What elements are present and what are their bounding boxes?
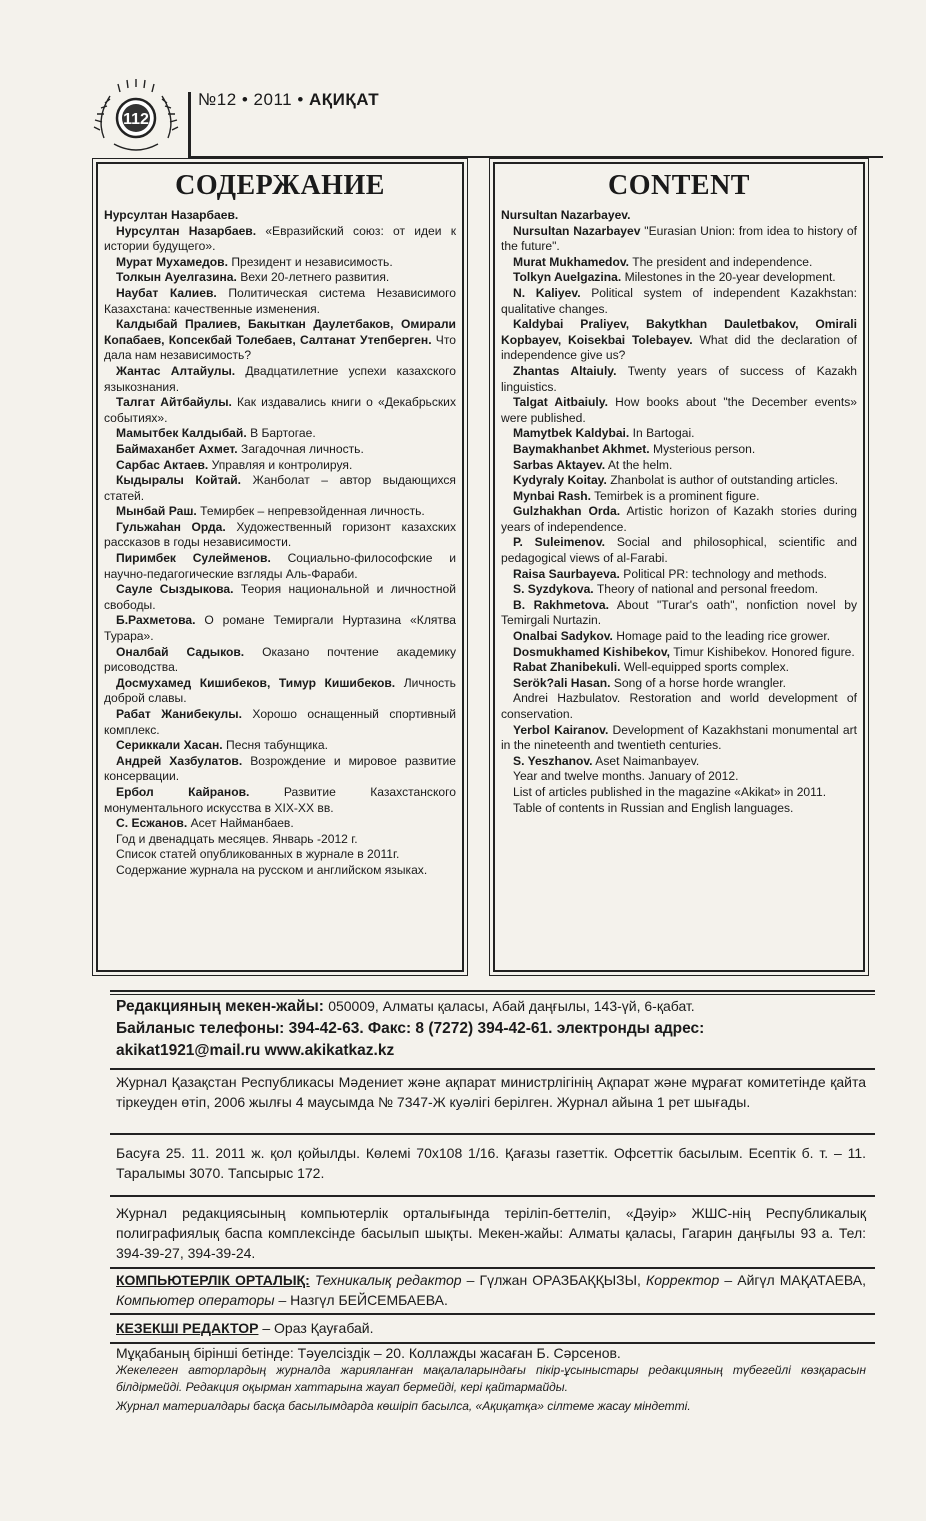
toc-entry-author: Нурсултан Назарбаев. (104, 208, 239, 222)
toc-entry (104, 473, 456, 504)
toc-entry (104, 582, 456, 613)
toc-entry (501, 442, 857, 458)
toc-entry-title: Aset Naimanbayev. (595, 753, 700, 768)
toc-entry-title: Хорошо оснащенный спортивный комплекс. (104, 707, 456, 737)
toc-entry-author: Баймаханбет Ахмет. (116, 441, 238, 456)
toc-entry (501, 395, 857, 426)
toc-entry (104, 676, 456, 707)
toc-entry-author: Талгат Айтбайулы. (116, 395, 232, 410)
toc-entry (501, 286, 857, 317)
toc-entry-title: Политическая система Независимого Казахстана: качественные изменения. (104, 285, 456, 316)
toc-entry-author: Nursultan Nazarbayev. (501, 208, 631, 222)
toc-entry (104, 208, 456, 224)
name-tech-editor: Гүлжан ОРАЗБАҚҚЫЗЫ, (479, 1272, 641, 1288)
registration-text: Журнал Қазақстан Республикасы Мәдениет және ақпарат министрлігінің Ақпарат және мұрағат комитетінде қайта тіркеуден өтіп, 2006 жылғы 4 маусымда № 7347-Ж куәлігі берілген. Журнал айына 1 рет шығады. (116, 1074, 866, 1110)
toc-entry-author: P. Suleimenov. (513, 535, 606, 550)
toc-entry-title: Год и двенадцать месяцев. Январь -2012 г. (116, 831, 358, 846)
toc-entry-title: Andrei Hazbulatov. Restoration and world development of conservation. (501, 691, 857, 721)
toc-entry-author: N. Kaliyev. (513, 285, 581, 300)
duty-editor-name: – Ораз Қауғабай. (262, 1320, 374, 1336)
toc-entry-title: Homage paid to the leading rice grower. (616, 629, 831, 644)
toc-entry-author: Толкын Ауелгазина. (116, 270, 237, 285)
toc-entry-title: Двадцатилетние успехи казахского языкознания. (104, 363, 456, 394)
toc-entry-title: Вехи 20-летнего развития. (240, 270, 390, 285)
issue-line (198, 90, 379, 110)
computer-center-label: КОМПЬЮТЕРЛІК ОРТАЛЫҚ: (116, 1272, 310, 1288)
journal-name: АҚИҚАТ (309, 90, 380, 109)
toc-entry (501, 567, 857, 583)
toc-entry-author: Мынбай Раш. (116, 504, 197, 519)
toc-entry (104, 442, 456, 458)
toc-entry-title: Twenty years of success of Kazakh linguistics. (501, 363, 857, 394)
toc-entry (501, 691, 857, 722)
toc-entry (104, 364, 456, 395)
toc-entry (104, 426, 456, 442)
toc-entry-title: Zhanbolat is author of outstanding articles. (610, 473, 839, 488)
toc-entry (501, 754, 857, 770)
phone-line: Байланыс телефоны: 394-42-63. Факс: 8 (7272) 394-42-61. электронды адрес: (116, 1020, 705, 1037)
toc-entry (501, 208, 857, 224)
toc-entry-author: Rabat Zhanibekuli. (513, 660, 621, 675)
toc-entry-author: Mamytbek Kaldybai. (513, 426, 630, 441)
toc-entry-title: Теория национальной и личностной свободы. (104, 582, 456, 612)
toc-entry-title: Социально-философские и научно-педагогические взгляды Аль-Фараби. (104, 551, 456, 581)
toc-entry-title: Президент и независимость. (231, 254, 393, 269)
computer-center (116, 1270, 866, 1310)
toc-entry (501, 489, 857, 505)
toc-entry-title: Асет Найманбаев. (190, 816, 294, 831)
toc-entry (501, 224, 857, 255)
toc-entry-title: Развитие Казахстанского монументального искусства в XIX-XX вв. (104, 784, 456, 815)
duty-editor-label: КЕЗЕКШІ РЕДАКТОР (116, 1320, 259, 1336)
divider (110, 1313, 875, 1315)
toc-entry-title: Song of a horse horde wrangler. (613, 675, 786, 690)
toc-entry (104, 707, 456, 738)
toc-entry (104, 286, 456, 317)
page-header (90, 78, 880, 158)
toc-entry-author: Б.Рахметова. (116, 613, 196, 628)
toc-entry-title: Temirbek is a prominent figure. (594, 488, 760, 503)
toc-entry-author: Пиримбек Сулейменов. (116, 551, 271, 566)
toc-entry (501, 270, 857, 286)
toc-entry-author: Murat Mukhamedov. (513, 254, 630, 269)
toc-entry-title: Milestones in the 20-year development. (624, 270, 836, 285)
toc-entry (104, 645, 456, 676)
toc-entry-title: Well-equipped sports complex. (623, 660, 790, 675)
toc-en-list (501, 208, 857, 816)
toc-entry (104, 458, 456, 474)
name-operator: Назгүл БЕЙСЕМБАЕВА. (290, 1292, 448, 1308)
toc-entry-title: Political PR: technology and methods. (623, 566, 827, 581)
toc-entry-title: Возрождение и мировое развитие консервации. (104, 753, 456, 784)
toc-ru-title: СОДЕРЖАНИЕ (175, 170, 385, 201)
toc-entry (104, 270, 456, 286)
toc-entry-author: С. Есжанов. (116, 816, 188, 831)
toc-english (493, 162, 865, 972)
toc-entry (501, 801, 857, 817)
toc-entry-title: "Eurasian Union: from idea to history of the future". (501, 223, 857, 254)
laurel-wreath-page-number-icon (90, 78, 182, 158)
toc-entry-author: Нурсултан Назарбаев. (116, 223, 257, 238)
toc-entry (104, 832, 456, 848)
name-corrector: Айгүл МАҚАТАЕВА, (737, 1272, 867, 1288)
toc-entry-title: В Бартогае. (250, 426, 316, 441)
toc-entry-title: At the helm. (607, 457, 673, 472)
print-info: Басуға 25. 11. 2011 ж. қол қойылды. Көлемі 70х108 1/16. Қағазы газеттік. Офсеттік басылым. Есептік б. т. – 11. Таралымы 3070. Тапсырыс 172. (116, 1145, 866, 1181)
toc-entry (104, 785, 456, 816)
toc-entry-author: Talgat Aitbaiuly. (513, 395, 608, 410)
toc-entry-author: S. Syzdykova. (513, 582, 594, 597)
toc-entry-author: Zhantas Altaiuly. (513, 363, 617, 378)
toc-entry-author: Сериккали Хасан. (116, 738, 223, 753)
disclaimer-reprint: Журнал материалдары басқа басылымдарда көшіріп басылса, «Ақиқатқа» сілтеме жасау міндетті. (116, 1399, 691, 1413)
toc-entry-author: Гульжаhан Орда. (116, 519, 226, 534)
header-vertical-rule (188, 92, 191, 158)
toc-entry-author: Рабат Жанибекулы. (116, 707, 242, 721)
toc-entry (104, 504, 456, 520)
toc-entry-author: Sarbas Aktayev. (513, 457, 606, 472)
toc-entry-title: Как издавались книги о «Декабрьских событиях». (104, 395, 456, 425)
address-label: Редакцияның мекен-жайы: (116, 998, 324, 1015)
cover-note: Мұқабаның бірінші бетінде: Тәуелсіздік – 20. Коллажды жасаған Б. Сәрсенов. (116, 1345, 621, 1361)
toc-entry-title: «Евразийский союз: от идеи к истории будущего». (104, 223, 456, 254)
toc-entry-author: S. Yeszhanov. (513, 753, 593, 768)
toc-entry-title: Political system of independent Kazakhstan: qualitative changes. (501, 285, 857, 316)
toc-entry-author: Мамытбек Калдыбай. (116, 426, 247, 441)
toc-entry-title: Mysterious person. (653, 441, 756, 456)
toc-entry-author: Nursultan Nazarbayev (513, 223, 641, 238)
toc-entry-title: Artistic horizon of Kazakh stories during years of independence. (501, 504, 857, 534)
disclaimer-opinions: Жекелеген авторлардың журналда жарияланған мақалаларындағы пікір-ұсыныстары редакцияның түбегейлі көзқарасын білдірмейді. Редакция оқырман хаттарына жауап бермейді, кері қайтармайды. (116, 1363, 866, 1394)
toc-entry-title: Содержание журнала на русском и английском языках. (116, 862, 428, 877)
toc-entry (501, 504, 857, 535)
toc-entry (104, 255, 456, 271)
toc-en-title: CONTENT (608, 170, 750, 201)
toc-entry (501, 364, 857, 395)
toc-entry-title: Список статей опубликованных в журнале в 2011г. (116, 847, 400, 862)
toc-entry-author: Калдыбай Пралиев, Бакыткан Даулетбаков, Омирали Копабаев, Копсекбай Толебаев, Салтанат Утепберген. (104, 317, 456, 347)
duty-editor (116, 1318, 866, 1338)
toc-entry (501, 426, 857, 442)
toc-entry (104, 520, 456, 551)
divider (110, 1068, 875, 1070)
divider (110, 990, 875, 992)
toc-entry (104, 224, 456, 255)
toc-entry-title: Песня табунщика. (226, 738, 328, 753)
toc-entry-author: Yerbol Kairanov. (513, 722, 609, 737)
toc-entry-author: Оналбай Садыков. (116, 644, 245, 659)
toc-entry (104, 754, 456, 785)
toc-entry-title: Social and philosophical, scientific and pedagogical views of al-Farabi. (501, 535, 857, 566)
toc-entry-title: Управляя и контролируя. (211, 457, 353, 472)
printing-house: Журнал редакциясының компьютерлік орталығында теріліп-беттеліп, «Дәуір» ЖШС-нің Республикалық полиграфиялық баспа комплексінде басылып шықты. Мекен-жайы: Алматы қаласы, Гагарин даңғылы 93 а. Тел: 394-39-27, 394-39-24. (116, 1205, 866, 1261)
toc-entry-title: Timur Kishibekov. Honored figure. (673, 644, 855, 659)
toc-entry (104, 816, 456, 832)
toc-entry (501, 645, 857, 661)
address-text: 050009, Алматы қаласы, Абай даңғылы, 143-үй, 6-қабат. (328, 998, 695, 1014)
toc-entry-author: Мурат Мухамедов. (116, 254, 228, 269)
toc-entry (501, 317, 857, 364)
toc-entry-author: Кыдыралы Койтай. (116, 473, 242, 488)
toc-entry (501, 629, 857, 645)
toc-entry-title: О романе Темиргали Нуртазина «Клятва Турара». (104, 613, 456, 644)
toc-entry (104, 317, 456, 364)
toc-entry-author: Serök?ali Hasan. (513, 675, 611, 690)
editorial-address (116, 995, 866, 1062)
toc-entry-title: Оказано почтение академику рисоводства. (104, 644, 456, 675)
toc-russian (96, 162, 464, 972)
toc-entry-author: Dosmukhamed Kishibekov, (513, 644, 671, 659)
toc-entry (501, 582, 857, 598)
divider (110, 1195, 875, 1197)
toc-entry (104, 847, 456, 863)
toc-entry (501, 255, 857, 271)
toc-entry-author: Kydyraly Koitay. (513, 473, 607, 488)
toc-entry-title: What did the declaration of independence give us? (501, 332, 857, 363)
header-horizontal-rule (188, 156, 883, 158)
toc-entry-title: Table of contents in Russian and English languages. (513, 800, 794, 815)
issue-number-year: №12 • 2011 • (198, 90, 304, 109)
divider (110, 1267, 875, 1269)
toc-entry-title: Что дала нам независимость? (104, 332, 456, 363)
email-line: akikat1921@mail.ru www.akikatkaz.kz (116, 1042, 395, 1059)
toc-entry (501, 660, 857, 676)
toc-entry-title: Личность доброй славы. (104, 675, 456, 706)
toc-entry (501, 473, 857, 489)
toc-entry-title: Жанболат – автор выдающихся статей. (104, 473, 456, 503)
toc-entry-author: Андрей Хазбулатов. (116, 753, 243, 768)
toc-entry-title: Development of Kazakhstani monumental art in the nineteenth and twentieth centuries. (501, 722, 857, 753)
toc-entry-author: B. Rakhmetova. (513, 597, 609, 612)
toc-entry-title: Year and twelve months. January of 2012. (513, 769, 739, 784)
toc-entry-title: About "Turar's oath", nonfiction novel by Temirgali Nurtazin. (501, 597, 857, 628)
toc-entry-title: Theory of national and personal freedom. (596, 582, 819, 597)
toc-entry-author: Сарбас Актаев. (116, 457, 209, 472)
role-tech-editor: Техникалық редактор – (314, 1272, 475, 1288)
toc-entry-author: Наубат Калиев. (116, 285, 217, 300)
toc-entry (501, 769, 857, 785)
toc-ru-list (104, 208, 456, 879)
toc-entry-author: Жантас Алтайулы. (116, 363, 236, 378)
toc-entry (501, 723, 857, 754)
toc-entry-title: Художественный горизонт казахских рассказов в годы независимости. (104, 519, 456, 550)
role-corrector: Корректор – (645, 1272, 733, 1288)
toc-entry (104, 613, 456, 644)
toc-entry (501, 785, 857, 801)
toc-entry-author: Kaldybai Praliyev, Bakytkhan Dauletbakov, Omirali Kopbayev, Koisekbai Tolebayev. (501, 317, 857, 347)
toc-entry (501, 676, 857, 692)
toc-entry-title: Загадочная личность. (241, 441, 364, 456)
toc-entry-author: Tolkyn Auelgazina. (513, 270, 622, 285)
toc-entry (104, 551, 456, 582)
toc-entry (104, 738, 456, 754)
toc-entry-title: Темирбек – непревзойденная личность. (200, 504, 425, 519)
toc-entry-title: How books about "the December events» were published. (501, 395, 857, 425)
role-operator: Компьютер операторы – (116, 1292, 287, 1308)
toc-entry (501, 458, 857, 474)
toc-entry-author: Raisa Saurbayeva. (513, 566, 620, 581)
toc-entry (501, 598, 857, 629)
divider (110, 1133, 875, 1135)
toc-entry-author: Onalbai Sadykov. (513, 629, 613, 644)
toc-entry-author: Mynbai Rash. (513, 488, 591, 503)
page-number: 112 (123, 111, 149, 128)
toc-entry-author: Сауле Сыздыкова. (116, 582, 234, 597)
toc-entry-title: In Bartogai. (632, 426, 695, 441)
toc-entry (501, 535, 857, 566)
toc-entry-title: The president and independence. (632, 254, 813, 269)
toc-entry-author: Ербол Кайранов. (116, 784, 250, 799)
toc-entry-author: Досмухамед Кишибеков, Тимур Кишибеков. (116, 675, 396, 690)
toc-entry (104, 395, 456, 426)
toc-entry-author: Baymakhanbet Akhmet. (513, 441, 650, 456)
toc-entry (104, 863, 456, 879)
toc-entry-title: List of articles published in the magazine «Akikat» in 2011. (513, 784, 827, 799)
toc-entry-author: Gulzhakhan Orda. (513, 504, 621, 519)
